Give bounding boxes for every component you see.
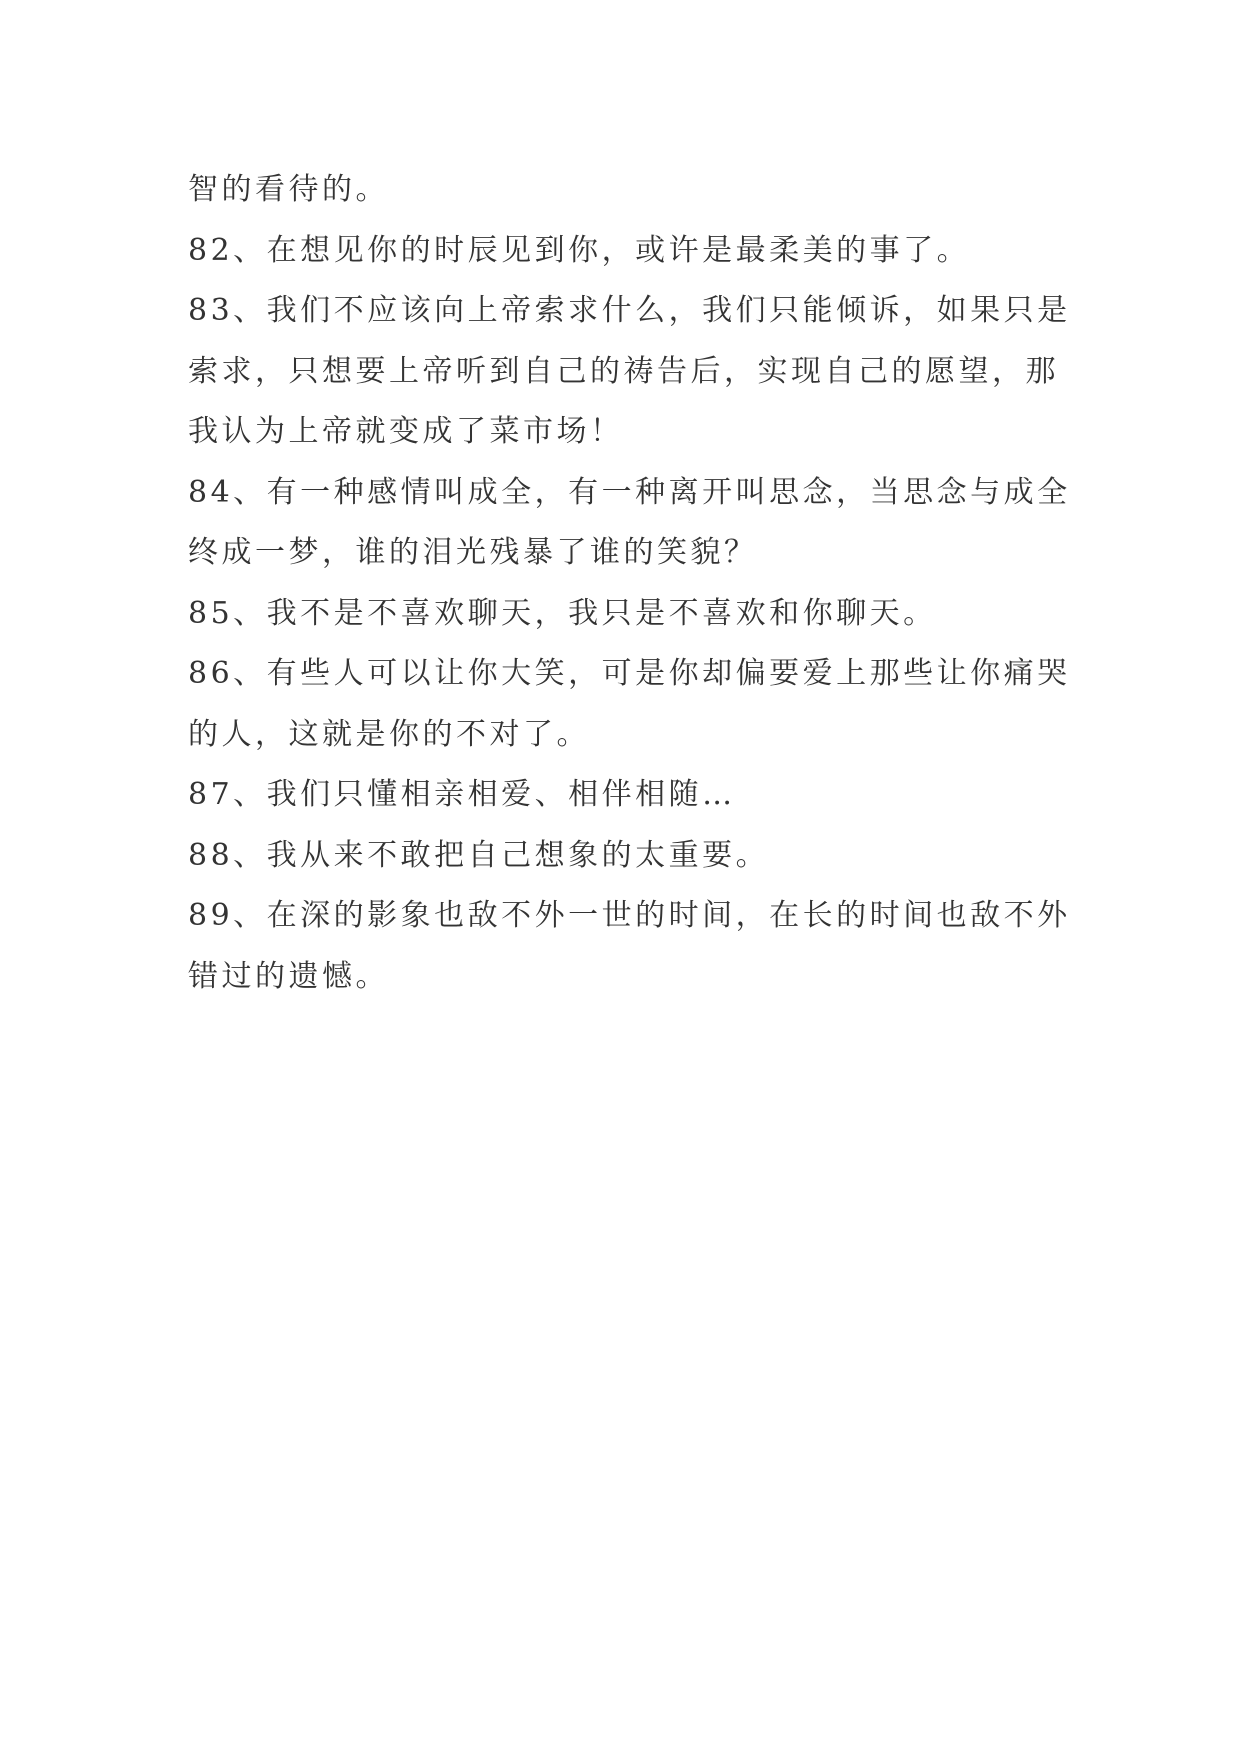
text-line: 88、我从来不敢把自己想象的太重要。 xyxy=(188,837,770,873)
text-line: 我认为上帝就变成了菜市场！ xyxy=(188,414,624,449)
text-line: 83、我们不应该向上帝索求什么，我们只能倾诉，如果只是 xyxy=(188,293,1071,328)
text-line: 索求，只想要上帝听到自己的祷告后，实现自己的愿望，那 xyxy=(188,353,1059,389)
text-line: 85、我不是不喜欢聊天，我只是不喜欢和你聊天。 xyxy=(188,595,937,631)
text-line: 智的看待的。 xyxy=(188,172,389,207)
text-line: 89、在深的影象也敌不外一世的时间，在长的时间也敌不外 xyxy=(188,898,1071,933)
text-line: 82、在想见你的时辰见到你，或许是最柔美的事了。 xyxy=(188,232,971,268)
text-line: 的人，这就是你的不对了。 xyxy=(188,716,590,752)
text-line: 终成一梦，谁的泪光残暴了谁的笑貌？ xyxy=(188,535,758,570)
text-line: 86、有些人可以让你大笑，可是你却偏要爱上那些让你痛哭 xyxy=(188,656,1071,691)
text-line: 87、我们只懂相亲相爱、相伴相随… xyxy=(188,777,736,812)
text-line: 84、有一种感情叫成全，有一种离开叫思念，当思念与成全 xyxy=(188,474,1071,510)
document-body xyxy=(188,160,1071,1007)
text-line: 错过的遗憾。 xyxy=(188,958,389,994)
